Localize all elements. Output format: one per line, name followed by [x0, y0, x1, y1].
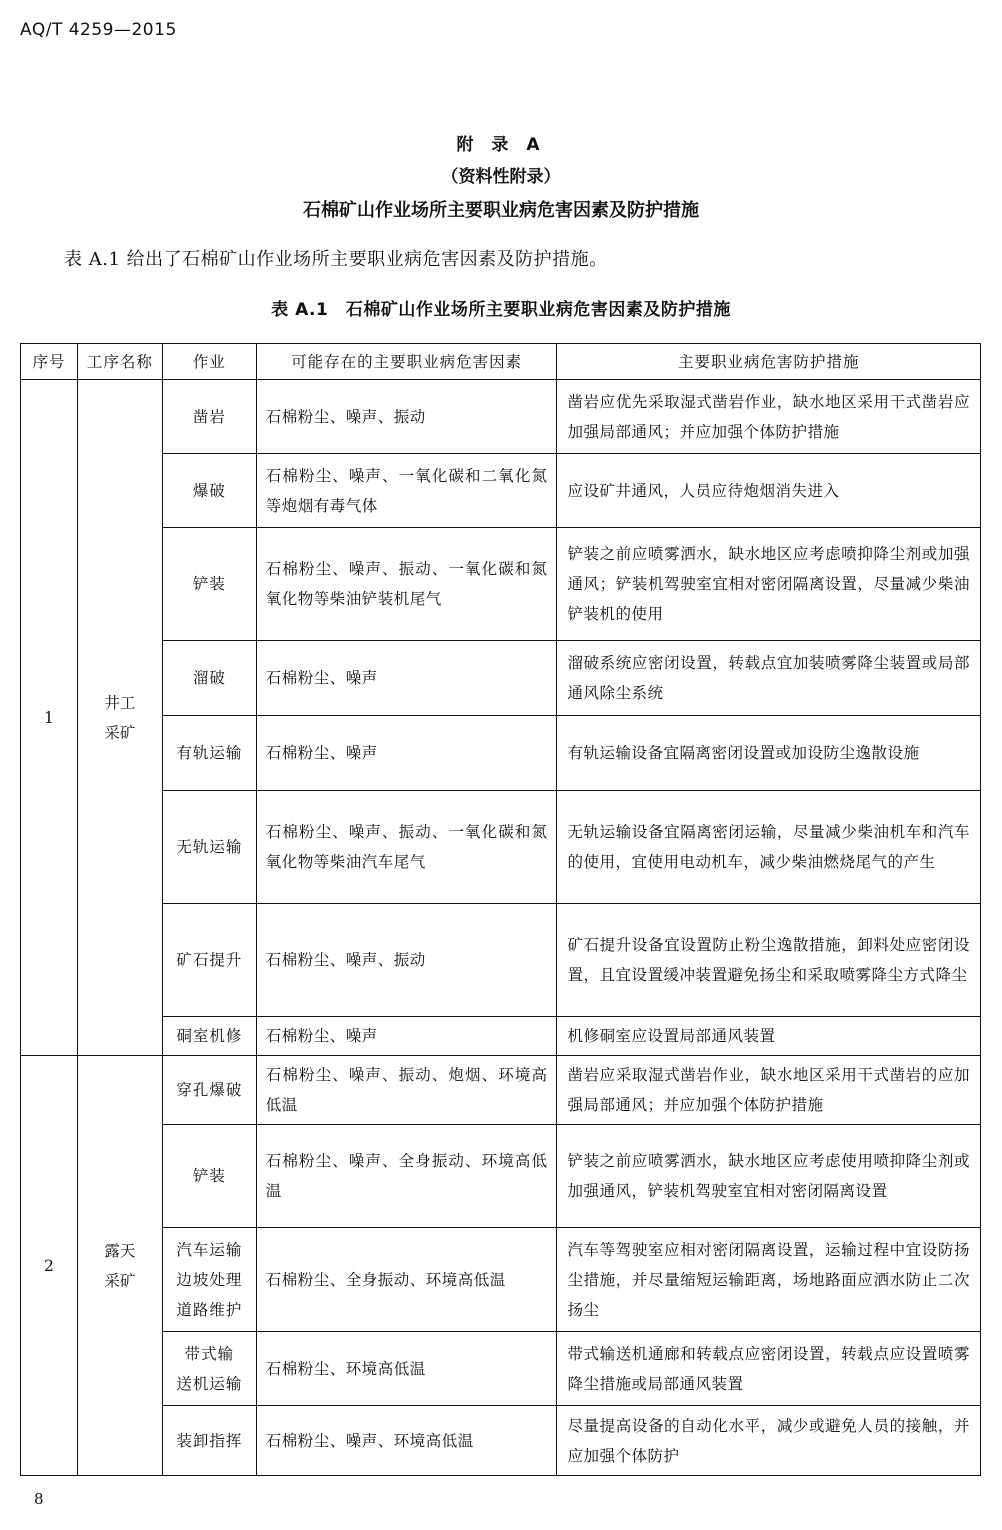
operation-cell: 汽车运输 边坡处理 道路维护: [162, 1228, 256, 1332]
table-row: [21, 1056, 981, 1125]
operation-cell: 无轨运输: [162, 791, 256, 904]
operation-cell: 凿岩: [162, 380, 256, 454]
header-measures: 主要职业病危害防护措施: [557, 344, 981, 380]
table-row: [21, 528, 981, 641]
hazard-cell: 石棉粉尘、噪声、振动、炮烟、环境高低温: [256, 1056, 557, 1125]
hazard-cell: 石棉粉尘、噪声、振动: [256, 904, 557, 1017]
hazard-cell: 石棉粉尘、噪声、环境高低温: [256, 1406, 557, 1476]
seq-cell: 2: [21, 1056, 78, 1476]
operation-cell: 带式输 送机运输: [162, 1332, 256, 1406]
table-row: [21, 1406, 981, 1476]
measure-cell: 凿岩应优先采取湿式凿岩作业，缺水地区采用干式凿岩应加强局部通风；并应加强个体防护措施: [557, 380, 981, 454]
table-row: [21, 1332, 981, 1406]
measure-cell: 应设矿井通风，人员应待炮烟消失进入: [557, 454, 981, 528]
table-row: [21, 454, 981, 528]
table-row: [21, 1125, 981, 1228]
measure-cell: 凿岩应采取湿式凿岩作业，缺水地区采用干式凿岩的应加强局部通风；并应加强个体防护措施: [557, 1056, 981, 1125]
operation-cell: 铲装: [162, 1125, 256, 1228]
table-row: [21, 904, 981, 1017]
table-row: [21, 716, 981, 791]
operation-cell: 矿石提升: [162, 904, 256, 1017]
hazard-cell: 石棉粉尘、噪声、振动: [256, 380, 557, 454]
header-seq: 序号: [21, 344, 78, 380]
hazard-cell: 石棉粉尘、噪声、振动、一氧化碳和氮氧化物等柴油汽车尾气: [256, 791, 557, 904]
operation-cell: 爆破: [162, 454, 256, 528]
appendix-type: （资料性附录）: [441, 167, 561, 187]
operation-cell: 铲装: [162, 528, 256, 641]
measure-cell: 溜破系统应密闭设置，转载点宜加装喷雾降尘装置或局部通风除尘系统: [557, 641, 981, 716]
hazard-cell: 石棉粉尘、环境高低温: [256, 1332, 557, 1406]
hazard-cell: 石棉粉尘、噪声、全身振动、环境高低温: [256, 1125, 557, 1228]
hazard-cell: 石棉粉尘、噪声: [256, 641, 557, 716]
intro-paragraph: 表 A.1 给出了石棉矿山作业场所主要职业病危害因素及防护措施。: [64, 249, 608, 270]
seq-cell: 1: [21, 380, 78, 1056]
operation-cell: 硐室机修: [162, 1017, 256, 1056]
appendix-title: 石棉矿山作业场所主要职业病危害因素及防护措施: [303, 200, 699, 221]
operation-cell: 有轨运输: [162, 716, 256, 791]
header-process: 工序名称: [77, 344, 162, 380]
process-cell: 露天 采矿: [77, 1056, 162, 1476]
operation-cell: 装卸指挥: [162, 1406, 256, 1476]
hazard-cell: 石棉粉尘、全身振动、环境高低温: [256, 1228, 557, 1332]
hazard-cell: 石棉粉尘、噪声、振动、一氧化碳和氮氧化物等柴油铲装机尾气: [256, 528, 557, 641]
header-hazards: 可能存在的主要职业病危害因素: [256, 344, 557, 380]
hazard-cell: 石棉粉尘、噪声: [256, 716, 557, 791]
table-row: [21, 1228, 981, 1332]
page-number: 8: [34, 1490, 44, 1508]
measure-cell: 铲装之前应喷雾洒水，缺水地区应考虑使用喷抑降尘剂或加强通风，铲装机驾驶室宜相对密闭隔离设置: [557, 1125, 981, 1228]
operation-cell: 溜破: [162, 641, 256, 716]
measure-cell: 尽量提高设备的自动化水平，减少或避免人员的接触，并应加强个体防护: [557, 1406, 981, 1476]
table-caption: 表 A.1 石棉矿山作业场所主要职业病危害因素及防护措施: [271, 300, 731, 320]
measure-cell: 带式输送机通廊和转载点应密闭设置，转载点应设置喷雾降尘措施或局部通风装置: [557, 1332, 981, 1406]
process-cell: 井工 采矿: [77, 380, 162, 1056]
hazard-cell: 石棉粉尘、噪声、一氧化碳和二氧化氮等炮烟有毒气体: [256, 454, 557, 528]
standard-code: AQ/T 4259—2015: [20, 20, 177, 40]
table-row: [21, 380, 981, 454]
hazard-cell: 石棉粉尘、噪声: [256, 1017, 557, 1056]
header-operation: 作业: [162, 344, 256, 380]
operation-cell: 穿孔爆破: [162, 1056, 256, 1125]
table-row: [21, 1017, 981, 1056]
table-row: [21, 641, 981, 716]
measure-cell: 矿石提升设备宜设置防止粉尘逸散措施，卸料处应密闭设置，且宜设置缓冲装置避免扬尘和采取喷雾降尘方式降尘: [557, 904, 981, 1017]
measure-cell: 铲装之前应喷雾洒水，缺水地区应考虑喷抑降尘剂或加强通风；铲装机驾驶室宜相对密闭隔离设置，尽量减少柴油铲装机的使用: [557, 528, 981, 641]
appendix-label: 附 录 A: [456, 135, 546, 155]
measure-cell: 机修硐室应设置局部通风装置: [557, 1017, 981, 1056]
measure-cell: 无轨运输设备宜隔离密闭运输，尽量减少柴油机车和汽车的使用，宜使用电动机车，减少柴油燃烧尾气的产生: [557, 791, 981, 904]
measure-cell: 有轨运输设备宜隔离密闭设置或加设防尘逸散设施: [557, 716, 981, 791]
hazard-table: [20, 343, 981, 1476]
table-row: [21, 791, 981, 904]
measure-cell: 汽车等驾驶室应相对密闭隔离设置，运输过程中宜设防扬尘措施，并尽量缩短运输距离，场地路面应洒水防止二次扬尘: [557, 1228, 981, 1332]
table-header-row: [21, 344, 981, 380]
